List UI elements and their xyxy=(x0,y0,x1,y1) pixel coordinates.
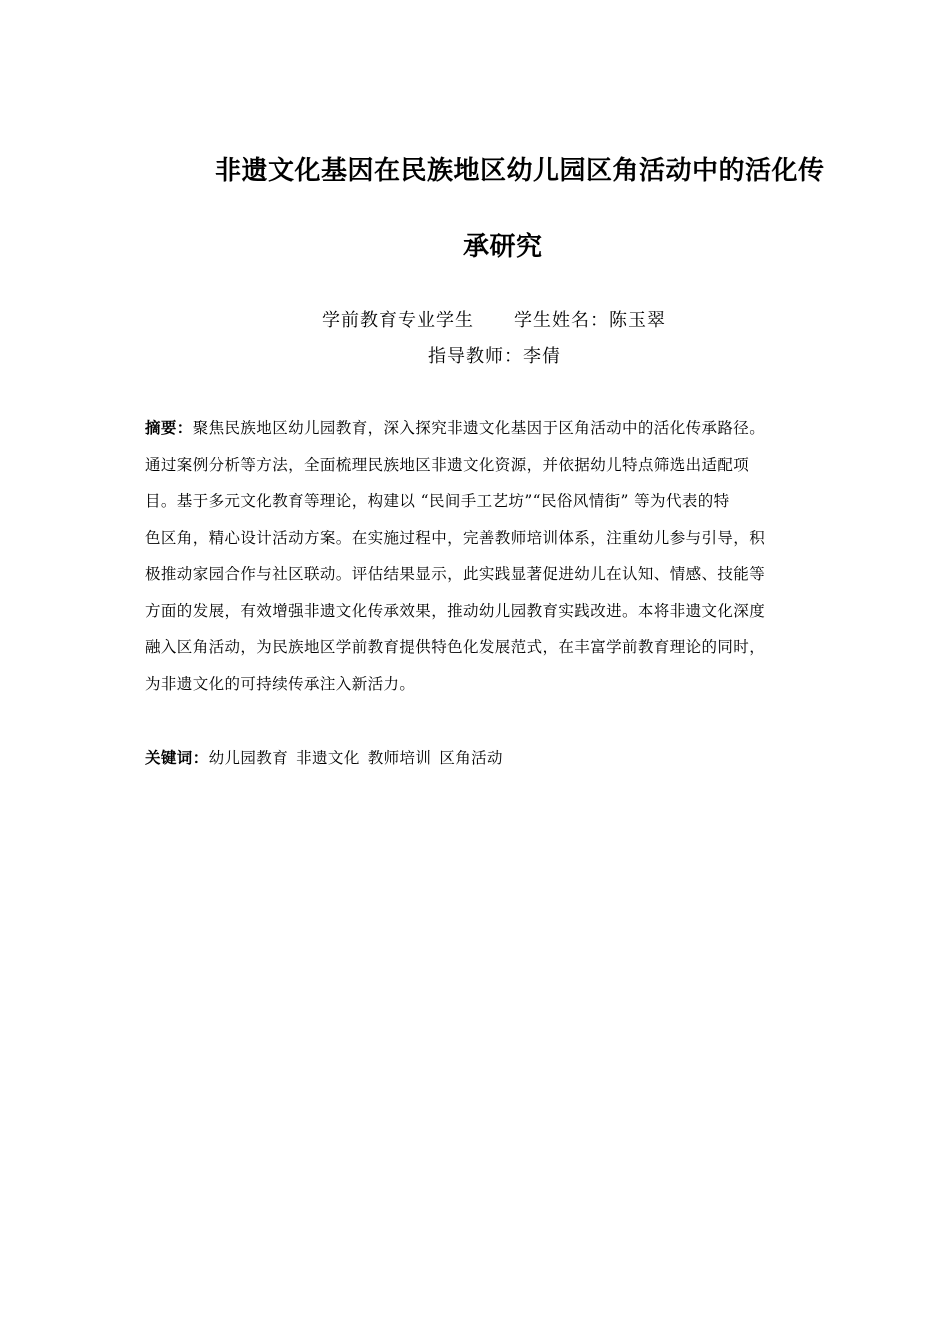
advisor-name: 李倩 xyxy=(523,346,561,367)
abstract-text: 聚焦民族地区幼儿园教育，深入探究非遗文化基因于区角活动中的活化传承路径。 xyxy=(192,419,766,437)
abstract-label: 摘要： xyxy=(145,419,193,437)
abstract-line: 方面的发展，有效增强非遗文化传承效果，推动幼儿园教育实践改进。本将非遗文化深度 xyxy=(145,601,766,620)
author-info-line xyxy=(322,306,666,332)
abstract-line: 色区角，精心设计活动方案。在实施过程中，完善教师培训体系，注重幼儿参与引导，积 xyxy=(145,528,766,547)
advisor-line xyxy=(428,342,561,368)
paper-title-line-2: 承研究 xyxy=(463,232,543,262)
keyword-item: 区角活动 xyxy=(439,749,503,767)
paper-title-line-1: 非遗文化基因在民族地区幼儿园区角活动中的活化传 xyxy=(215,156,825,186)
advisor-label: 指导教师： xyxy=(428,346,523,367)
keyword-item: 教师培训 xyxy=(367,749,432,767)
keywords-section xyxy=(145,746,511,768)
abstract-section xyxy=(145,416,809,708)
student-name: 陈玉翠 xyxy=(609,310,666,331)
major-text: 学前教育专业学生 xyxy=(322,310,474,331)
abstract-line: 融入区角活动，为民族地区学前教育提供特色化发展范式，在丰富学前教育理论的同时， xyxy=(145,638,766,656)
abstract-line: 目。基于多元文化教育等理论，构建以 “民间手工艺坊”“民俗风情街” 等为代表的特 xyxy=(145,492,730,510)
abstract-line: 为非遗文化的可持续传承注入新活力。 xyxy=(145,674,416,693)
keyword-item: 非遗文化 xyxy=(296,749,360,767)
abstract-line: 通过案例分析等方法，全面梳理民族地区非遗文化资源，并依据幼儿特点筛选出适配项 xyxy=(145,455,750,474)
abstract-line xyxy=(145,416,809,453)
student-name-label: 学生姓名： xyxy=(514,310,609,331)
abstract-line: 极推动家园合作与社区联动。评估结果显示，此实践显著促进幼儿在认知、情感、技能等 xyxy=(145,565,766,583)
keyword-item: 幼儿园教育 xyxy=(208,749,289,767)
keywords-label: 关键词： xyxy=(145,749,209,767)
